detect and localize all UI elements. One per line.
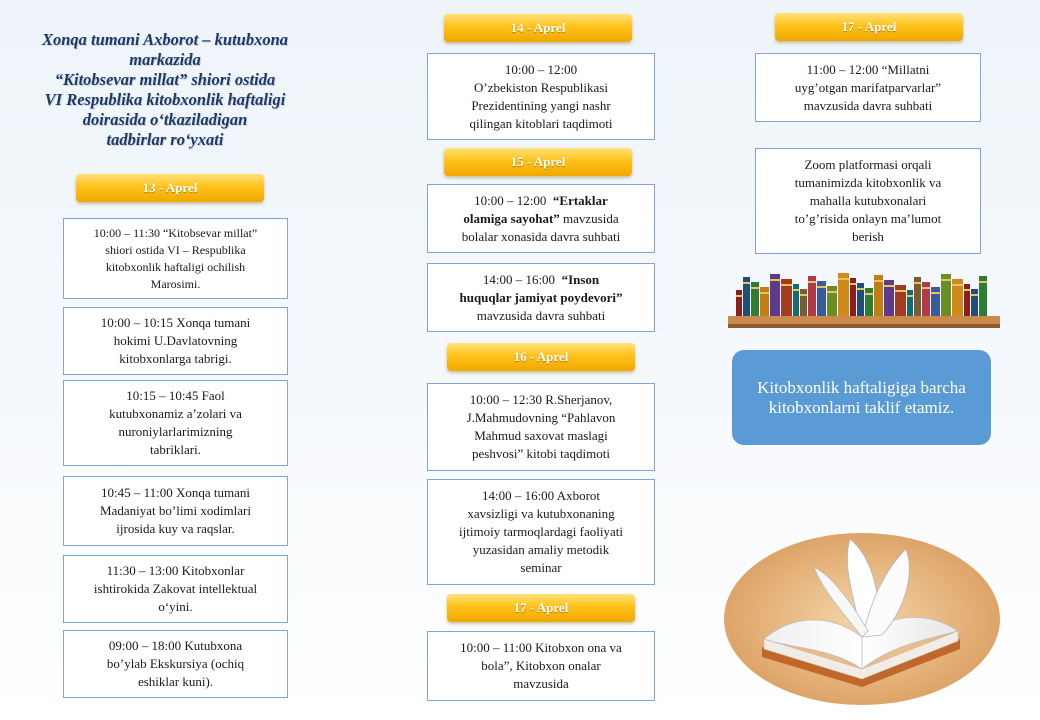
event-line: 14:00 – 16:00 Axborot (481, 488, 601, 503)
book-spine-band (941, 279, 951, 281)
book-spine (964, 284, 970, 316)
day-banner-15: 15 - Aprel (444, 148, 632, 176)
event-line: hokimi U.Davlatovning (113, 333, 238, 348)
event-line: uyg’otgan marifatparvarlar” (794, 79, 942, 95)
book-spine-band (865, 293, 873, 295)
book-spine-band (827, 291, 837, 293)
event-card (755, 53, 981, 122)
book-spine-band (736, 295, 742, 297)
event-card (63, 555, 288, 623)
title-line: markazida (129, 50, 201, 69)
day-banner-14: 14 - Aprel (444, 14, 632, 42)
event-title: olamiga sayohat” (463, 210, 560, 226)
event-line: 10:00 – 11:00 Kitobxon ona va (460, 640, 622, 655)
invitation-box: Kitobxonlik haftaligiga barcha kitobxonlarni taklif etamiz. (732, 350, 991, 445)
book-spine (931, 287, 940, 316)
event-line (459, 271, 622, 289)
book-spine (800, 289, 807, 316)
title-line: Xonqa tumani Axborot – kutubxona (41, 30, 289, 49)
event-line: bo’ylab Ekskursiya (ochiq (106, 656, 245, 671)
book-spine-band (850, 283, 856, 285)
book-spine-band (922, 287, 930, 289)
event-line: o‘yini. (158, 599, 193, 614)
book-spine-band (971, 294, 978, 296)
book-spine (857, 283, 864, 316)
event-line: bolalar xonasida davra suhbati (461, 228, 621, 244)
book-spine-band (838, 278, 849, 280)
book-spine-band (874, 280, 883, 282)
event-line: tabriklari. (150, 442, 201, 457)
book-spine-band (751, 287, 759, 289)
event-title: huquqlar jamiyat poydevori” (459, 289, 623, 305)
event-card (63, 218, 288, 299)
event-line: bola”, Kitobxon onalar (481, 658, 601, 673)
event-line: mavzusida (513, 676, 569, 691)
event-card (427, 479, 655, 585)
book-spine-band (793, 289, 799, 291)
event-title: “Inson (561, 271, 600, 287)
day-banner-17: 17 - Aprel (775, 13, 963, 41)
book-spine-band (895, 290, 906, 292)
event-line (462, 210, 620, 228)
book-spine-band (931, 292, 940, 294)
event-line: 09:00 – 18:00 Kutubxona (108, 638, 243, 653)
bookshelf-image (728, 270, 1000, 328)
book-spine-band (964, 289, 970, 291)
book-spine-band (781, 284, 792, 286)
event-line: eshiklar kuni). (137, 674, 214, 689)
book-spine-band (760, 292, 769, 294)
title-line: tadbirlar ro‘yxati (106, 130, 224, 149)
event-line: mavzusida davra suhbati (803, 97, 933, 113)
event-card (63, 380, 288, 466)
event-line: qilingan kitoblari taqdimoti (469, 115, 613, 131)
event-line: O’zbekiston Respublikasi (474, 79, 608, 95)
event-line: yuzasidan amaliy metodik (472, 542, 610, 557)
event-line: shiori ostida VI – Respublika (105, 242, 246, 257)
book-spine (895, 285, 906, 316)
event-line: nuroniylarlarimizning (118, 424, 233, 439)
book-spine-band (808, 281, 816, 283)
event-card (427, 184, 655, 253)
book-spine-band (817, 286, 826, 288)
event-card (63, 630, 288, 698)
event-line: mahalla kutubxonalari (809, 193, 927, 208)
book-spine (827, 286, 837, 316)
event-line: tumanimizda kitobxonlik va (794, 175, 942, 190)
book-spine (736, 290, 742, 316)
event-card (755, 148, 981, 254)
book-spine (793, 284, 799, 316)
event-line: kitobxonlarga tabrigi. (119, 351, 232, 366)
title-line: VI Respublika kitobxonlik haftaligi (44, 90, 286, 109)
book-spine (971, 289, 978, 316)
book-spine-band (770, 279, 780, 281)
event-line: kutubxonamiz a’zolari va (109, 406, 242, 421)
event-time: 14:00 – 16:00 (482, 271, 556, 287)
day-banner-13: 13 - Aprel (76, 174, 264, 202)
event-line: Zoom platformasi orqali (804, 157, 932, 172)
event-line: 10:45 – 11:00 Xonqa tumani (100, 485, 250, 500)
book-spine (865, 288, 873, 316)
book-spine-band (800, 294, 807, 296)
event-line: 10:00 – 10:15 Xonqa tumani (100, 315, 251, 330)
event-line: 10:00 – 12:00 (504, 61, 578, 77)
event-line: ijtimoiy tarmoqlardagi faoliyati (459, 524, 623, 539)
event-line: berish (852, 229, 884, 244)
book-spine (760, 287, 769, 316)
book-spine-band (743, 282, 750, 284)
event-line: 10:15 – 10:45 Faol (126, 388, 225, 403)
book-spine-band (884, 285, 894, 287)
event-line: seminar (520, 560, 562, 575)
event-line: Prezidentining yangi nashr (471, 97, 611, 113)
book-spine-band (857, 288, 864, 290)
event-line: 10:00 – 11:30 “Kitobsevar millat” (93, 225, 258, 240)
open-book-image (722, 527, 1002, 707)
event-line (459, 289, 622, 307)
event-time: 10:00 – 12:00 (474, 192, 547, 208)
book-spine-band (952, 284, 963, 286)
event-line: 11:30 – 13:00 Kitobxonlar (106, 563, 245, 578)
book-spine-band (907, 295, 913, 297)
day-banner-17: 17 - Aprel (447, 594, 635, 622)
event-line: Mahmud saxovat maslagi (474, 428, 608, 443)
event-card (427, 263, 655, 332)
event-card (63, 307, 288, 375)
event-line: Marosimi. (150, 276, 201, 291)
event-line: mavzusida davra suhbati (476, 307, 606, 323)
page-title (30, 30, 300, 150)
book-spine-band (979, 281, 987, 283)
event-line: 10:00 – 12:30 R.Sherjanov, (469, 392, 613, 407)
event-line: xavsizligi va kutubxonaning (467, 506, 615, 521)
book-spine (907, 290, 913, 316)
event-title: “Ertaklar (552, 192, 608, 208)
day-banner-16: 16 - Aprel (447, 343, 635, 371)
event-line: ishtirokida Zakovat intellektual (93, 581, 258, 596)
event-line: J.Mahmudovning “Pahlavon (466, 410, 616, 425)
event-line: 11:00 – 12:00 “Millatni (806, 61, 930, 77)
event-line (462, 192, 620, 210)
event-line: kitobxonlik haftaligi ochilish (105, 259, 246, 274)
event-line: Madaniyat bo’limi xodimlari (100, 503, 251, 518)
event-text: mavzusida (563, 210, 619, 226)
event-line: peshvosi” kitobi taqdimoti (472, 446, 610, 461)
event-card (427, 631, 655, 701)
book-spine-band (914, 282, 921, 284)
event-card (427, 383, 655, 471)
event-card (427, 53, 655, 140)
title-line: doirasida o‘tkaziladigan (82, 110, 248, 129)
event-line: ijrosida kuy va raqslar. (116, 521, 235, 536)
event-card (63, 476, 288, 546)
event-line: to’g’risida onlayn ma’lumot (794, 211, 942, 226)
title-line: “Kitobsevar millat” shiori ostida (54, 70, 276, 89)
